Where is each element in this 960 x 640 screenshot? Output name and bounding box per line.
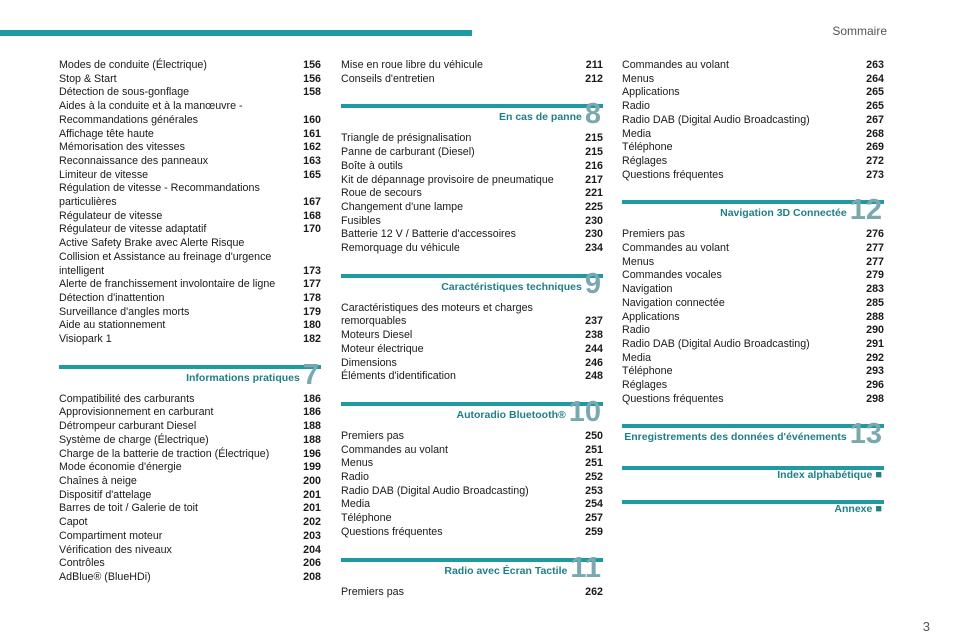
toc-entry-page: 177 (303, 278, 321, 291)
toc-entry[interactable] (59, 448, 321, 462)
toc-entry[interactable] (341, 160, 603, 174)
toc-entry[interactable] (622, 338, 884, 352)
toc-entry-title: Affichage tête haute (59, 127, 154, 140)
toc-entry-page: 204 (303, 543, 321, 556)
toc-entry-page: 259 (585, 525, 603, 538)
chapter-header[interactable] (341, 98, 603, 131)
toc-entry[interactable] (341, 146, 603, 160)
toc-entry-title: Menus (622, 72, 655, 85)
toc-entry[interactable] (622, 242, 884, 256)
toc-entry-title: Chaînes à neige (59, 474, 137, 487)
toc-entry-page: 186 (303, 392, 321, 405)
toc-entry[interactable] (341, 444, 603, 458)
toc-entry-title: Premiers pas (341, 429, 404, 442)
toc-entry-title: Contrôles (59, 557, 105, 570)
toc-entry[interactable] (59, 502, 321, 516)
toc-entry-page: 262 (585, 585, 603, 598)
toc-entry[interactable] (59, 406, 321, 420)
toc-entry[interactable] (622, 155, 884, 169)
toc-entry-page: 251 (585, 457, 603, 470)
toc-entry-title: Panne de carburant (Diesel) (341, 146, 475, 159)
toc-entry-title: Téléphone (622, 141, 673, 154)
toc-entry-page: 246 (585, 356, 603, 369)
toc-entry-title: Capot (59, 516, 88, 529)
toc-entry-page: 298 (866, 392, 884, 405)
chapter-title: En cas de panne (498, 111, 582, 124)
toc-entry[interactable] (622, 379, 884, 393)
toc-entry-page: 201 (303, 502, 321, 515)
chapter-header[interactable] (59, 358, 321, 391)
chapter-number: 12 (849, 194, 882, 227)
toc-entry[interactable] (622, 352, 884, 366)
toc-entry-title: Conseils d'entretien (341, 72, 435, 85)
toc-entry-title: Surveillance d'angles morts (59, 305, 190, 318)
toc-entry-title: Vérification des niveaux (59, 543, 172, 556)
toc-entry-title: Aide au stationnement (59, 319, 166, 332)
toc-entry-page: 160 (303, 113, 321, 126)
toc-entry-page: 158 (303, 86, 321, 99)
toc-entry-page: 186 (303, 406, 321, 419)
toc-entry-page: 201 (303, 488, 321, 501)
toc-entry[interactable] (59, 475, 321, 489)
toc-entry-page: 156 (303, 59, 321, 71)
toc-entry[interactable] (341, 498, 603, 512)
toc-entry-page: 202 (303, 516, 321, 529)
toc-entry-title: Kit de dépannage provisoire de pneumatique (341, 173, 554, 186)
toc-entry[interactable] (59, 516, 321, 530)
toc-entry[interactable] (622, 59, 884, 73)
toc-entry-title: Régulation de vitesse - Recommandations particulières (59, 182, 260, 209)
toc-entry-title: Mise en roue libre du véhicule (341, 59, 483, 71)
toc-entry[interactable] (622, 141, 884, 155)
toc-entry-page: 276 (866, 228, 884, 241)
chapter-header[interactable] (622, 500, 884, 516)
toc-entry[interactable] (341, 59, 603, 73)
toc-entry-title: Boîte à outils (341, 159, 403, 172)
toc-entry-title: Media (622, 351, 652, 364)
chapter-number: 13 (849, 418, 882, 451)
toc-entry-page: 182 (303, 333, 321, 346)
toc-entry[interactable] (622, 169, 884, 183)
toc-entry[interactable] (622, 86, 884, 100)
toc-entry[interactable] (622, 311, 884, 325)
chapter-number: 7 (302, 358, 319, 391)
toc-entry-page: 225 (585, 200, 603, 213)
toc-entry[interactable] (341, 174, 603, 188)
toc-entry[interactable] (341, 302, 603, 329)
toc-entry-title: Remorquage du véhicule (341, 242, 460, 255)
toc-entry-title: Radio DAB (Digital Audio Broadcasting) (622, 337, 810, 350)
toc-entry-title: Régulateur de vitesse (59, 209, 163, 222)
toc-entry[interactable] (622, 128, 884, 142)
toc-entry-title: Menus (341, 457, 374, 470)
toc-entry-title: Compartiment moteur (59, 529, 163, 542)
toc-entry-title: Visiopark 1 (59, 333, 112, 346)
toc-entry-page: 296 (866, 379, 884, 392)
toc-entry[interactable] (341, 132, 603, 146)
toc-entry-page: 250 (585, 429, 603, 442)
toc-entry-page: 230 (585, 214, 603, 227)
toc-entry[interactable] (59, 100, 321, 127)
toc-entry[interactable] (341, 586, 603, 600)
toc-entry-page: 215 (585, 132, 603, 145)
toc-entry-page: 188 (303, 420, 321, 433)
toc-entry-title: Alerte de franchissement involontaire de ligne (59, 278, 276, 291)
toc-entry-title: Éléments d'identification (341, 370, 456, 383)
toc-entry[interactable] (622, 114, 884, 128)
toc-entry[interactable] (341, 343, 603, 357)
toc-entry-title: Changement d'une lampe (341, 200, 464, 213)
toc-entry[interactable] (622, 297, 884, 311)
toc-entry-page: 162 (303, 141, 321, 154)
toc-entry-page: 263 (866, 59, 884, 71)
chapter-title: Annexe (834, 502, 873, 515)
toc-entry-title: Navigation connectée (622, 296, 725, 309)
toc-entry-page: 265 (866, 100, 884, 113)
toc-entry-title: Charge de la batterie de traction (Électrique) (59, 447, 270, 460)
toc-entry[interactable] (59, 169, 321, 183)
toc-entry-title: Réglages (622, 379, 668, 392)
toc-entry[interactable] (59, 333, 321, 347)
toc-entry-page: 216 (585, 159, 603, 172)
chapter-number: 11 (570, 551, 601, 584)
toc-entry-title: Questions fréquentes (341, 525, 443, 538)
chapter-number: 8 (584, 98, 601, 131)
toc-entry[interactable] (341, 329, 603, 343)
toc-entry-title: Mode économie d'énergie (59, 461, 182, 474)
toc-entry-page: 188 (303, 433, 321, 446)
chapter-number: ■ (875, 469, 882, 482)
toc-entry[interactable] (341, 457, 603, 471)
toc-entry-title: Caractéristiques des moteurs et charges remorquables (341, 301, 533, 328)
toc-entry-page: 167 (303, 196, 321, 209)
toc-entry-title: Système de charge (Électrique) (59, 433, 209, 446)
toc-entry[interactable] (341, 485, 603, 499)
toc-entry-page: 208 (303, 570, 321, 583)
toc-entry-page: 179 (303, 305, 321, 318)
toc-entry[interactable] (59, 420, 321, 434)
toc-entry-page: 257 (585, 512, 603, 525)
toc-entry-title: Menus (622, 255, 655, 268)
toc-entry-title: Triangle de présignalisation (341, 132, 472, 145)
toc-entry-title: Commandes au volant (622, 242, 729, 255)
toc-entry-page: 279 (866, 269, 884, 282)
toc-entry-page: 253 (585, 484, 603, 497)
toc-entry-title: Compatibilité des carburants (59, 392, 195, 405)
toc-entry[interactable] (59, 571, 321, 585)
toc-entry-title: Détection d'inattention (59, 291, 165, 304)
toc-entry[interactable] (341, 215, 603, 229)
toc-entry-page: 221 (585, 187, 603, 200)
chapter-header[interactable] (341, 551, 603, 584)
toc-entry-title: Limiteur de vitesse (59, 168, 149, 181)
toc-entry[interactable] (59, 182, 321, 209)
toc-entry[interactable] (341, 187, 603, 201)
toc-entry[interactable] (341, 526, 603, 540)
toc-entry-page: 264 (866, 72, 884, 85)
toc-entry-page: 170 (303, 223, 321, 236)
toc-entry-page: 268 (866, 127, 884, 140)
toc-entry-title: Commandes au volant (622, 59, 729, 71)
chapter-title: Caractéristiques techniques (441, 280, 582, 293)
page-number: 3 (922, 619, 930, 634)
toc-entry-page: 277 (866, 242, 884, 255)
toc-entry[interactable] (59, 73, 321, 87)
toc-entry-title: Réglages (622, 154, 668, 167)
chapter-header[interactable] (341, 395, 603, 428)
toc-entry[interactable] (59, 530, 321, 544)
toc-entry-title: Radio (622, 324, 650, 337)
toc-entry-title: Modes de conduite (Électrique) (59, 59, 207, 71)
toc-entry[interactable] (622, 100, 884, 114)
toc-entry[interactable] (59, 223, 321, 237)
toc-entry-title: Applications (622, 86, 680, 99)
toc-column-3 (622, 59, 884, 519)
toc-entry[interactable] (622, 283, 884, 297)
toc-entry-page: 203 (303, 529, 321, 542)
toc-entry-page: 285 (866, 296, 884, 309)
toc-entry-title: Détrompeur carburant Diesel (59, 420, 197, 433)
toc-entry[interactable] (59, 544, 321, 558)
toc-entry-title: Aides à la conduite et à la manœuvre - Recommandations générales (59, 100, 243, 126)
toc-entry-title: Régulateur de vitesse adaptatif (59, 223, 207, 236)
chapter-header[interactable] (341, 267, 603, 300)
toc-entry[interactable] (341, 228, 603, 242)
toc-entry-page: 254 (585, 498, 603, 511)
toc-entry[interactable] (341, 512, 603, 526)
toc-entry-page: 292 (866, 351, 884, 364)
toc-entry-title: Moteur électrique (341, 342, 424, 355)
toc-entry-title: Roue de secours (341, 187, 422, 200)
toc-entry-page: 178 (303, 291, 321, 304)
toc-entry-title: Radio (341, 471, 369, 484)
chapter-title: Enregistrements des données d'événements (624, 431, 847, 444)
chapter-header[interactable] (622, 466, 884, 482)
chapter-title: Autoradio Bluetooth® (456, 408, 566, 421)
toc-column-2 (341, 59, 603, 599)
toc-entry-title: Commandes au volant (341, 443, 448, 456)
chapter-number: 9 (584, 267, 601, 300)
toc-entry[interactable] (622, 73, 884, 87)
chapter-number: 10 (568, 395, 601, 428)
toc-entry-title: Stop & Start (59, 72, 117, 85)
toc-entry-title: Téléphone (622, 365, 673, 378)
toc-entry-page: 290 (866, 324, 884, 337)
toc-entry-title: Questions fréquentes (622, 168, 724, 181)
toc-entry-title: Batterie 12 V / Batterie d'accessoires (341, 228, 516, 241)
header-bar (0, 30, 472, 36)
toc-entry[interactable] (59, 292, 321, 306)
toc-entry-title: Questions fréquentes (622, 392, 724, 405)
toc-entry-page: 180 (303, 319, 321, 332)
chapter-header[interactable] (622, 194, 884, 227)
toc-entry-title: Media (622, 127, 652, 140)
toc-entry[interactable] (59, 434, 321, 448)
toc-entry-page: 273 (866, 168, 884, 181)
toc-entry-title: Barres de toit / Galerie de toit (59, 502, 199, 515)
toc-entry-title: Commandes vocales (622, 269, 722, 282)
toc-entry-title: Radio (622, 100, 650, 113)
chapter-title: Radio avec Écran Tactile (444, 564, 568, 577)
toc-entry-page: 215 (585, 146, 603, 159)
toc-entry[interactable] (59, 251, 321, 278)
toc-entry-title: Moteurs Diesel (341, 329, 413, 342)
toc-entry-title: Fusibles (341, 214, 381, 227)
toc-entry-page: 199 (303, 461, 321, 474)
toc-entry[interactable] (59, 393, 321, 407)
chapter-number: ■ (875, 502, 882, 515)
toc-entry[interactable] (341, 242, 603, 256)
toc-entry-page: 173 (303, 264, 321, 277)
toc-entry-title: Reconnaissance des panneaux (59, 154, 209, 167)
toc-entry-title: Media (341, 498, 371, 511)
toc-entry-page: 269 (866, 141, 884, 154)
toc-entry[interactable] (59, 128, 321, 142)
toc-entry[interactable] (59, 557, 321, 571)
page-title: Sommaire (832, 24, 887, 38)
toc-entry-page: 234 (585, 242, 603, 255)
toc-column-1 (59, 59, 321, 585)
toc-entry-page: 251 (585, 443, 603, 456)
toc-entry[interactable] (59, 306, 321, 320)
toc-entry-page: 267 (866, 113, 884, 126)
toc-entry-page: 200 (303, 474, 321, 487)
toc-entry-title: Premiers pas (622, 228, 685, 241)
toc-entry[interactable] (622, 256, 884, 270)
toc-entry[interactable] (59, 319, 321, 333)
toc-entry[interactable] (341, 73, 603, 87)
toc-entry-page: 283 (866, 283, 884, 296)
chapter-header[interactable] (622, 418, 884, 451)
toc-entry[interactable] (341, 430, 603, 444)
toc-entry-page: 211 (585, 59, 603, 71)
toc-entry-title: Approvisionnement en carburant (59, 406, 214, 419)
toc-entry-page: 248 (585, 370, 603, 383)
toc-entry-page: 156 (303, 72, 321, 85)
toc-entry-title: Dispositif d'attelage (59, 488, 152, 501)
toc-entry-page: 265 (866, 86, 884, 99)
toc-entry-title: Mémorisation des vitesses (59, 141, 185, 154)
toc-entry[interactable] (341, 357, 603, 371)
toc-entry-page: 291 (866, 337, 884, 350)
toc-entry[interactable] (341, 471, 603, 485)
toc-entry-page: 237 (585, 315, 603, 328)
toc-entry-page: 161 (303, 127, 321, 140)
toc-entry[interactable] (59, 489, 321, 503)
toc-entry-title: Premiers pas (341, 585, 404, 598)
chapter-title: Navigation 3D Connectée (720, 207, 847, 220)
toc-entry-title: Applications (622, 310, 680, 323)
toc-entry[interactable] (341, 370, 603, 384)
toc-entry[interactable] (622, 269, 884, 283)
toc-entry-page: 272 (866, 154, 884, 167)
toc-entry-page: 163 (303, 154, 321, 167)
toc-entry-title: Active Safety Brake avec Alerte Risque (59, 237, 245, 250)
toc-entry-page: 217 (585, 173, 603, 186)
toc-entry-page: 168 (303, 209, 321, 222)
toc-entry-page: 230 (585, 228, 603, 241)
toc-entry-title: Dimensions (341, 356, 397, 369)
toc-entry-page: 252 (585, 471, 603, 484)
toc-entry[interactable] (59, 86, 321, 100)
toc-entry-title: Collision et Assistance au freinage d'urgence intelligent (59, 250, 272, 277)
toc-entry[interactable] (59, 210, 321, 224)
toc-entry[interactable] (59, 278, 321, 292)
toc-entry[interactable] (622, 365, 884, 379)
toc-entry[interactable] (59, 59, 321, 73)
toc-entry[interactable] (59, 237, 321, 251)
toc-entry[interactable] (59, 155, 321, 169)
toc-entry-page: 288 (866, 310, 884, 323)
toc-entry-title: Radio DAB (Digital Audio Broadcasting) (341, 484, 529, 497)
toc-entry[interactable] (622, 228, 884, 242)
toc-entry-page: 238 (585, 329, 603, 342)
chapter-title: Index alphabétique (777, 469, 873, 482)
toc-entry-page: 244 (585, 342, 603, 355)
toc-entry-page: 293 (866, 365, 884, 378)
toc-entry-page: 212 (585, 72, 603, 85)
toc-entry[interactable] (622, 393, 884, 407)
toc-entry[interactable] (622, 324, 884, 338)
toc-entry-title: Téléphone (341, 512, 392, 525)
toc-entry[interactable] (59, 141, 321, 155)
toc-entry-page: 165 (303, 168, 321, 181)
toc-entry-page: 277 (866, 255, 884, 268)
toc-entry-title: Navigation (622, 283, 673, 296)
toc-entry-page: 206 (303, 557, 321, 570)
toc-entry-title: Radio DAB (Digital Audio Broadcasting) (622, 113, 810, 126)
toc-entry[interactable] (341, 201, 603, 215)
toc-entry[interactable] (59, 461, 321, 475)
toc-entry-page: 196 (303, 447, 321, 460)
toc-entry-title: AdBlue® (BlueHDi) (59, 570, 151, 583)
chapter-title: Informations pratiques (186, 371, 300, 384)
toc-entry-title: Détection de sous-gonflage (59, 86, 190, 99)
